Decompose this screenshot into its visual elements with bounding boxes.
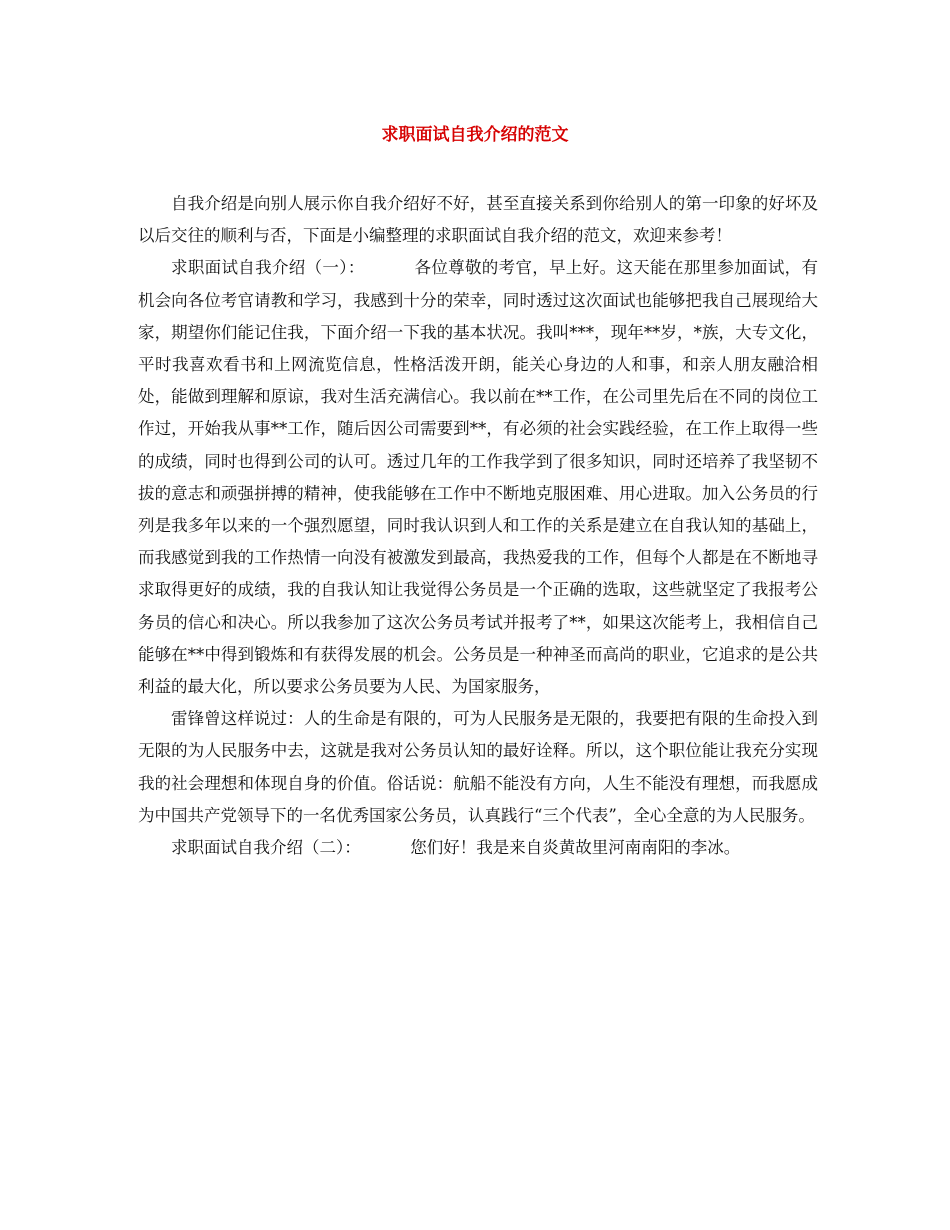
paragraph-text: 您们好！我是来自炎黄故里河南南阳的李冰。 (410, 838, 741, 858)
paragraph-intro-two (138, 832, 818, 864)
section-heading: 求职面试自我介绍（一）： (171, 258, 365, 278)
paragraph-text: 雷锋曾这样说过：人的生命是有限的，可为人民服务是无限的，我要把有限的生命投入到无限的为人民服务中去，这就是我对公务员认知的最好诠释。所以，这个职位能让我充分实现我的社会理想和体现自身的价值。俗话说：航船不能没有方向，人生不能没有理想，而我愿成为中国共产党领导下的一名优秀国家公务员，认真践行“三个代表”，全心全意的为人民服务。 (138, 709, 818, 825)
document-body (138, 188, 818, 864)
section-heading: 求职面试自我介绍（二）： (171, 838, 361, 858)
paragraph-lei-feng (138, 703, 818, 832)
paragraph-text: 各位尊敬的考官，早上好。这天能在那里参加面试，有机会向各位考官请教和学习，我感到十分的荣幸，同时透过这次面试也能够把我自己展现给大家，期望你们能记住我，下面介绍一下我的基本状况。我叫***，现年**岁，*族，大专文化，平时我喜欢看书和上网流览信息，性格活泼开朗，能关心身边的人和事，和亲人朋友融洽相处，能做到理解和原谅，我对生活充满信心。我以前在**工作，在公司里先后在不同的岗位工作过，开始我从事**工作，随后因公司需要到**，有必须的社会实践经验，在工作上取得一些的成绩，同时也得到公司的认可。透过几年的工作我学到了很多知识，同时还培养了我坚韧不拔的意志和顽强拼搏的精神，使我能够在工作中不断地克服困难、用心进取。加入公务员的行列是我多年以来的一个强烈愿望，同时我认识到人和工作的关系是建立在自我认知的基础上，而我感觉到我的工作热情一向没有被激发到最高，我热爱我的工作，但每个人都是在不断地寻求取得更好的成绩，我的自我认知让我觉得公务员是一个正确的选取，这些就坚定了我报考公务员的信心和决心。所以我参加了这次公务员考试并报考了**，如果这次能考上，我相信自己能够在**中得到锻炼和有获得发展的机会。公务员是一种神圣而高尚的职业，它追求的是公共利益的最大化，所以要求公务员要为人民、为国家服务， (138, 258, 819, 697)
paragraph-intro (138, 188, 818, 252)
paragraph-intro-one (138, 252, 818, 703)
document-title: 求职面试自我介绍的范文 (381, 125, 569, 145)
paragraph-text: 自我介绍是向别人展示你自我介绍好不好，甚至直接关系到你给别人的第一印象的好坏及以后交往的顺利与否，下面是小编整理的求职面试自我介绍的范文，欢迎来参考！ (138, 194, 818, 246)
